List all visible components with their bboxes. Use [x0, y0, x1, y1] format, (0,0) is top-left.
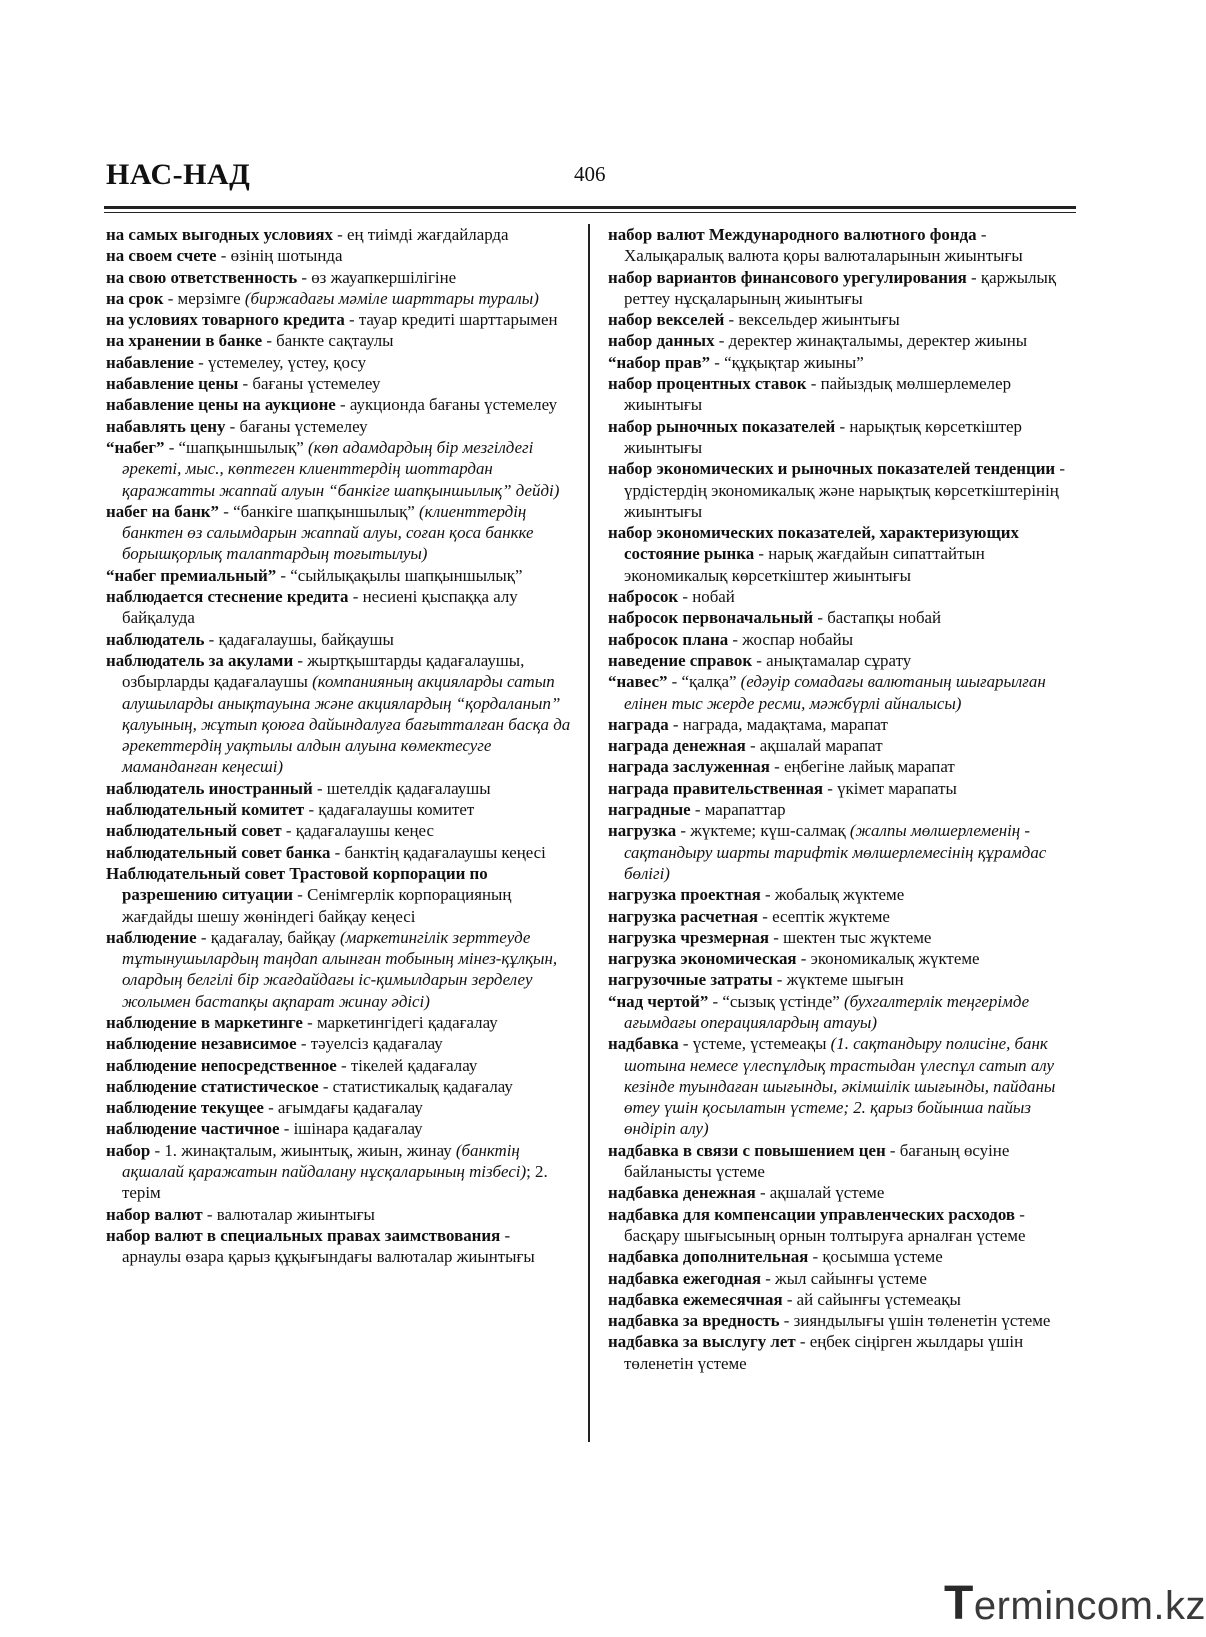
- entry-definition: - тәуелсіз қадағалау: [296, 1034, 443, 1054]
- entry-term: наблюдение статистическое: [106, 1076, 319, 1096]
- dictionary-entry: [106, 1140, 572, 1204]
- dictionary-entry: [106, 586, 572, 629]
- dictionary-entry: [106, 1118, 572, 1139]
- entry-definition: - ай сайынғы үстемеақы: [782, 1289, 961, 1309]
- entry-definition: - үрдістердің экономикалық және нарықтық көрсеткіштерінің жиынтығы: [624, 459, 1066, 521]
- entry-term: набег на банк”: [106, 501, 219, 521]
- entry-term: наблюдение: [106, 927, 197, 947]
- entry-note: (банктің ақшалай қаражатын пайдалану нұсқаларының тізбесі): [122, 1140, 527, 1182]
- entry-term: на срок: [106, 288, 164, 308]
- entry-term: нагрузка: [608, 821, 677, 841]
- entry-definition: - еңбек сіңірген жылдары үшін төленетін үстеме: [624, 1332, 1024, 1373]
- entry-term: набор процентных ставок: [608, 374, 807, 394]
- entry-term: набросок первоначальный: [608, 608, 814, 628]
- entry-definition: - жобалық жүктеме: [760, 885, 905, 905]
- entry-term: надбавка за вредность: [608, 1311, 780, 1331]
- entry-term: нагрузочные затраты: [608, 970, 773, 990]
- dictionary-entry: [608, 884, 1078, 905]
- dictionary-entry: [106, 778, 572, 799]
- entry-note: (биржадағы мәміле шарттары туралы): [244, 288, 539, 308]
- entry-definition: - “сызық үстінде”: [708, 991, 845, 1011]
- entry-term: наблюдатель: [106, 629, 205, 649]
- dictionary-entry: [608, 416, 1078, 459]
- dictionary-entry: [608, 267, 1078, 310]
- entry-definition: - марапаттар: [690, 800, 786, 820]
- entry-definition: - жоспар нобайы: [728, 629, 854, 649]
- dictionary-entry: [106, 288, 572, 309]
- entry-term: набор валют Международного валютного фонда: [608, 225, 977, 244]
- entry-term: “навес”: [608, 672, 668, 692]
- entry-term: награда: [608, 714, 669, 734]
- dictionary-entry: [608, 991, 1078, 1034]
- entry-definition: - ағымдағы қадағалау: [263, 1098, 423, 1118]
- entry-definition: - өзінің шотында: [216, 246, 343, 266]
- dictionary-entry: [106, 437, 572, 501]
- entry-term: наблюдение текущее: [106, 1098, 264, 1118]
- entry-definition: - “қалқа”: [667, 672, 741, 692]
- dictionary-entry: [608, 373, 1078, 416]
- entry-note: (клиенттердің банктен өз салымдарын жаппай алуы, соған қоса банкке борышқорлық талаптардың тоғытылуы): [122, 501, 534, 564]
- entry-definition: - Халықаралық валюта қоры валюталарынын жиынтығы: [624, 225, 1023, 266]
- entry-definition: - ақшалай үстеме: [755, 1183, 885, 1203]
- dictionary-entry: [608, 224, 1078, 267]
- left-column: [106, 224, 572, 1268]
- entry-term: набор данных: [608, 331, 715, 351]
- entry-definition: - бағаны үстемелеу: [238, 374, 381, 394]
- dictionary-entry: [106, 1097, 572, 1118]
- entry-term: наблюдательный совет: [106, 821, 282, 841]
- entry-term: набросок плана: [608, 629, 729, 649]
- dictionary-entry: [608, 1289, 1078, 1310]
- entry-note: (жалпы мөлшерлеменің - сақтандыру шарты тарифтік мөлшерлемесінің құрамдас бөлігі): [624, 821, 1047, 883]
- entry-term: надбавка в связи с повышением цен: [608, 1140, 886, 1160]
- entry-term: “над чертой”: [608, 991, 709, 1011]
- dictionary-entry: [106, 1225, 572, 1268]
- dictionary-entry: [106, 1033, 572, 1054]
- entry-definition: - еңбегіне лайық марапат: [769, 757, 955, 777]
- entry-definition: - экономикалық жүктеме: [796, 949, 980, 969]
- entry-term: надбавка ежегодная: [608, 1268, 761, 1288]
- entry-term: наблюдение в маркетинге: [106, 1012, 303, 1032]
- entry-term: набор экономических и рыночных показателей тенденции: [608, 459, 1056, 479]
- column-divider: [588, 224, 590, 1442]
- entry-term: наблюдение независимое: [106, 1034, 297, 1054]
- entry-definition: - жүктеме шығын: [772, 970, 904, 990]
- entry-note: (компанияның акцияларды сатып алушыларды анықтауына және акциялардың “қордаланып” қалуының, жұтып қоюға дайындалуға бағытталған басқа да әрекеттердің уақтылы алдын алуына көмектесуге маманданған кеңесші): [122, 672, 571, 777]
- entry-term: наблюдение частичное: [106, 1119, 280, 1139]
- entry-term: награда заслуженная: [608, 757, 770, 777]
- dictionary-entry: [106, 373, 572, 394]
- entry-term: награда правительственная: [608, 778, 823, 798]
- dictionary-entry: [608, 671, 1078, 714]
- entry-definition: - қадағалаушы комитет: [304, 800, 475, 820]
- entry-definition: - 1. жинақталым, жиынтық, жиын, жинау: [150, 1140, 456, 1160]
- entry-term: “набег”: [106, 437, 165, 457]
- entry-definition: - “құқықтар жиыны”: [710, 352, 864, 372]
- entry-definition: - банкте сақтаулы: [262, 331, 394, 351]
- entry-term: на хранении в банке: [106, 331, 263, 351]
- entry-definition: - жыртқыштарды қадағалаушы, озбырларды қадағалаушы: [122, 650, 525, 692]
- dictionary-entry: [608, 1182, 1078, 1203]
- dictionary-entry: [608, 458, 1078, 522]
- dictionary-entry: [106, 842, 572, 863]
- entry-definition: - өз жауапкершілігіне: [297, 267, 457, 287]
- entry-term: набор вариантов финансового урегулирования: [608, 267, 967, 287]
- entry-definition: - шектен тыс жүктеме: [769, 927, 932, 947]
- entry-definition: - есептік жүктеме: [758, 906, 890, 926]
- entry-definition: - вексельдер жиынтығы: [724, 310, 900, 330]
- dictionary-entry: [608, 1268, 1078, 1289]
- dictionary-entry: [608, 607, 1078, 628]
- entry-term: наведение справок: [608, 650, 753, 670]
- entry-term: наблюдатель иностранный: [106, 778, 313, 798]
- entry-term: на свою ответственность: [106, 267, 298, 287]
- entry-term: набор векселей: [608, 310, 725, 330]
- dictionary-entry: [106, 1076, 572, 1097]
- dictionary-entry: [106, 1204, 572, 1225]
- dictionary-entry: [608, 906, 1078, 927]
- entry-definition: - несиені қыспаққа алу байқалуда: [122, 587, 518, 628]
- entry-definition: - “шапқыншылық”: [164, 437, 309, 457]
- entry-term: Наблюдательный совет Трастовой корпорации по разрешению ситуации: [106, 863, 488, 905]
- dictionary-entry: [106, 629, 572, 650]
- entry-definition: - ең тиімді жағдайларда: [332, 225, 509, 244]
- entry-definition: - бағаны үстемелеу: [225, 416, 368, 436]
- dictionary-entry: [106, 245, 572, 266]
- page-title: НАС-НАД: [106, 158, 251, 191]
- dictionary-entry: [608, 309, 1078, 330]
- entry-term: набросок: [608, 587, 679, 607]
- entry-term: на условиях товарного кредита: [106, 310, 345, 330]
- entry-definition: - тауар кредиті шарттарымен: [344, 310, 558, 330]
- entry-note: (1. сақтандыру полисіне, банк шотына немесе үлеспұлдық трастыдан үлеспұл сатып алу кезінде туындаған шығынды, әкімшілік шығынды, пайданы өтеу үшін қосылатын үстеме; 2. қарыз бойынша пайыз өндіріп алу): [624, 1034, 1056, 1139]
- dictionary-entry: [106, 352, 572, 373]
- entry-definition-tail: ; 2. терім: [122, 1162, 548, 1203]
- entry-definition: - банктің қадағалаушы кеңесі: [330, 842, 546, 862]
- dictionary-entry: [106, 501, 572, 565]
- entry-term: на самых выгодных условиях: [106, 225, 333, 244]
- dictionary-entry: [608, 1204, 1078, 1247]
- dictionary-entry: [106, 799, 572, 820]
- dictionary-entry: [608, 629, 1078, 650]
- dictionary-entry: [608, 778, 1078, 799]
- entry-definition: - “банкіге шапқыншылық”: [219, 501, 419, 521]
- entry-definition: - анықтамалар сұрату: [752, 650, 912, 670]
- entry-term: нагрузка чрезмерная: [608, 927, 770, 947]
- entry-note: (маркетингілік зерттеуде тұтынушылардың таңдап алынған тобының мінез-құлқын, олардың белгілі бір жағдайдағы іс-қимылдарын зерделеу жолымен бастапқы ақпарат жинау әдісі): [122, 927, 558, 1011]
- entry-note: (бухгалтерлік теңгерімде ағымдағы операциялардың атауы): [624, 991, 1030, 1032]
- entry-definition: - жыл сайынғы үстеме: [760, 1268, 927, 1288]
- entry-definition: - валюталар жиынтығы: [202, 1204, 375, 1224]
- dictionary-entry: [106, 565, 572, 586]
- dictionary-entry: [608, 948, 1078, 969]
- entry-definition: - қадағалау, байқау: [196, 927, 340, 947]
- dictionary-entry: [608, 969, 1078, 990]
- entry-definition: - қадағалаушы, байқаушы: [204, 629, 394, 649]
- entry-term: набавление цены: [106, 374, 239, 394]
- entry-term: “набор прав”: [608, 352, 711, 372]
- dictionary-entry: [608, 1331, 1078, 1374]
- entry-definition: - шетелдік қадағалаушы: [312, 778, 491, 798]
- dictionary-entry: [608, 714, 1078, 735]
- entry-term: надбавка денежная: [608, 1183, 756, 1203]
- dictionary-entry: [608, 756, 1078, 777]
- entry-definition: - тікелей қадағалау: [336, 1055, 478, 1075]
- entry-term: набор: [106, 1140, 151, 1160]
- right-column: [608, 224, 1078, 1374]
- entry-term: надбавка для компенсации управленческих расходов: [608, 1204, 1015, 1224]
- entry-definition: - зияндылығы үшін төленетін үстеме: [779, 1311, 1051, 1331]
- watermark-logo: Termincom.kz: [944, 1577, 1206, 1630]
- dictionary-entry: [608, 352, 1078, 373]
- dictionary-entry: [106, 309, 572, 330]
- dictionary-entry: [608, 1246, 1078, 1267]
- dictionary-entry: [608, 650, 1078, 671]
- entry-definition: - аукционда бағаны үстемелеу: [335, 395, 558, 415]
- entry-definition: - маркетингідегі қадағалау: [302, 1012, 498, 1032]
- entry-definition: - қаржылық реттеу нұсқаларының жиынтығы: [624, 267, 1057, 308]
- dictionary-entry: [106, 394, 572, 415]
- entry-definition: - қадағалаушы кеңес: [281, 821, 434, 841]
- entry-term: набор экономических показателей, характеризующих состояние рынка: [608, 523, 1019, 564]
- entry-term: награда денежная: [608, 736, 746, 756]
- entry-term: набавлять цену: [106, 416, 226, 436]
- dictionary-entry: [106, 416, 572, 437]
- dictionary-entry: [106, 863, 572, 927]
- entry-term: наблюдение непосредственное: [106, 1055, 337, 1075]
- dictionary-entry: [106, 330, 572, 351]
- entry-term: “набег премиальный”: [106, 565, 277, 585]
- entry-term: наблюдается стеснение кредита: [106, 587, 349, 607]
- entry-definition: - жүктеме; күш-салмақ: [676, 821, 850, 841]
- entry-term: нагрузка расчетная: [608, 906, 759, 926]
- dictionary-entry: [106, 267, 572, 288]
- entry-term: надбавка: [608, 1034, 679, 1054]
- dictionary-entry: [608, 522, 1078, 586]
- dictionary-entry: [608, 1310, 1078, 1331]
- entry-term: надбавка за выслугу лет: [608, 1332, 796, 1352]
- header-rule-thick: [104, 206, 1076, 209]
- dictionary-entry: [106, 224, 572, 245]
- entry-definition: - арнаулы өзара қарыз құқығындағы валюталар жиынтығы: [122, 1225, 535, 1267]
- dictionary-entry: [608, 586, 1078, 607]
- entry-definition: - нобай: [678, 587, 735, 607]
- entry-term: набор валют: [106, 1204, 203, 1224]
- entry-term: надбавка дополнительная: [608, 1247, 809, 1267]
- entry-definition: - ақшалай марапат: [745, 736, 883, 756]
- dictionary-entry: [608, 799, 1078, 820]
- entry-term: нагрузка экономическая: [608, 949, 797, 969]
- entry-definition: - “сыйлықақылы шапқыншылық”: [276, 565, 523, 585]
- entry-definition: - пайыздық мөлшерлемелер жиынтығы: [624, 374, 1012, 415]
- entry-definition: - Сенімгерлік корпорацияның жағдайды шешу жөніндегі байқау кеңесі: [122, 885, 512, 926]
- dictionary-entry: [106, 650, 572, 778]
- page-number: 406: [574, 162, 606, 186]
- dictionary-entry: [608, 735, 1078, 756]
- dictionary-entry: [608, 927, 1078, 948]
- entry-term: наградные: [608, 800, 691, 820]
- entry-term: набор рыночных показателей: [608, 416, 836, 436]
- entry-definition: - награда, мадақтама, марапат: [668, 714, 888, 734]
- entry-definition: - деректер жинақталымы, деректер жиыны: [714, 331, 1028, 351]
- entry-definition: - қосымша үстеме: [808, 1247, 943, 1267]
- entry-note: (едәуір сомадағы валютаның шығарылған елінен тыс жерде ресми, мәжбүрлі айналысы): [624, 672, 1046, 713]
- dictionary-entry: [106, 927, 572, 1012]
- entry-definition: - бағаның өсуіне байланысты үстеме: [624, 1140, 1010, 1182]
- dictionary-entry: [106, 1055, 572, 1076]
- entry-note: (көп адамдардың бір мезгілдегі әрекеті, мыс., көптеген клиенттердің шоттардан қаражатты жаппай алуын “банкіге шапқыншылық” дейді): [122, 437, 560, 500]
- header-rule-thin: [104, 212, 1076, 213]
- entry-definition: - басқару шығысының орнын толтыруға арналған үстеме: [624, 1204, 1026, 1245]
- dictionary-entry: [608, 1033, 1078, 1139]
- entry-term: набавление цены на аукционе: [106, 395, 336, 415]
- entry-definition: - үстемелеу, үстеу, қосу: [193, 352, 367, 372]
- entry-term: набор валют в специальных правах заимствования: [106, 1225, 501, 1245]
- entry-definition: - үстеме, үстемеақы: [678, 1034, 831, 1054]
- dictionary-entry: [608, 820, 1078, 884]
- entry-term: наблюдатель за акулами: [106, 650, 294, 670]
- entry-term: на своем счете: [106, 246, 217, 266]
- dictionary-entry: [608, 330, 1078, 351]
- entry-definition: - нарықтық көрсеткіштер жиынтығы: [624, 416, 1022, 457]
- entry-definition: - нарық жағдайын сипаттайтын экономикалық көрсеткіштер жиынтығы: [624, 544, 985, 585]
- dictionary-entry: [608, 1140, 1078, 1183]
- dictionary-entry: [106, 820, 572, 841]
- entry-definition: - үкімет марапаты: [823, 778, 957, 798]
- entry-term: нагрузка проектная: [608, 885, 761, 905]
- dictionary-entry: [106, 1012, 572, 1033]
- entry-term: наблюдательный комитет: [106, 800, 305, 820]
- entry-definition: - мерзімге: [163, 288, 245, 308]
- entry-term: надбавка ежемесячная: [608, 1289, 783, 1309]
- entry-definition: - бастапқы нобай: [813, 608, 942, 628]
- entry-definition: - ішінара қадағалау: [279, 1119, 423, 1139]
- entry-term: наблюдательный совет банка: [106, 842, 331, 862]
- entry-definition: - статистикалық қадағалау: [318, 1076, 513, 1096]
- entry-term: набавление: [106, 352, 194, 372]
